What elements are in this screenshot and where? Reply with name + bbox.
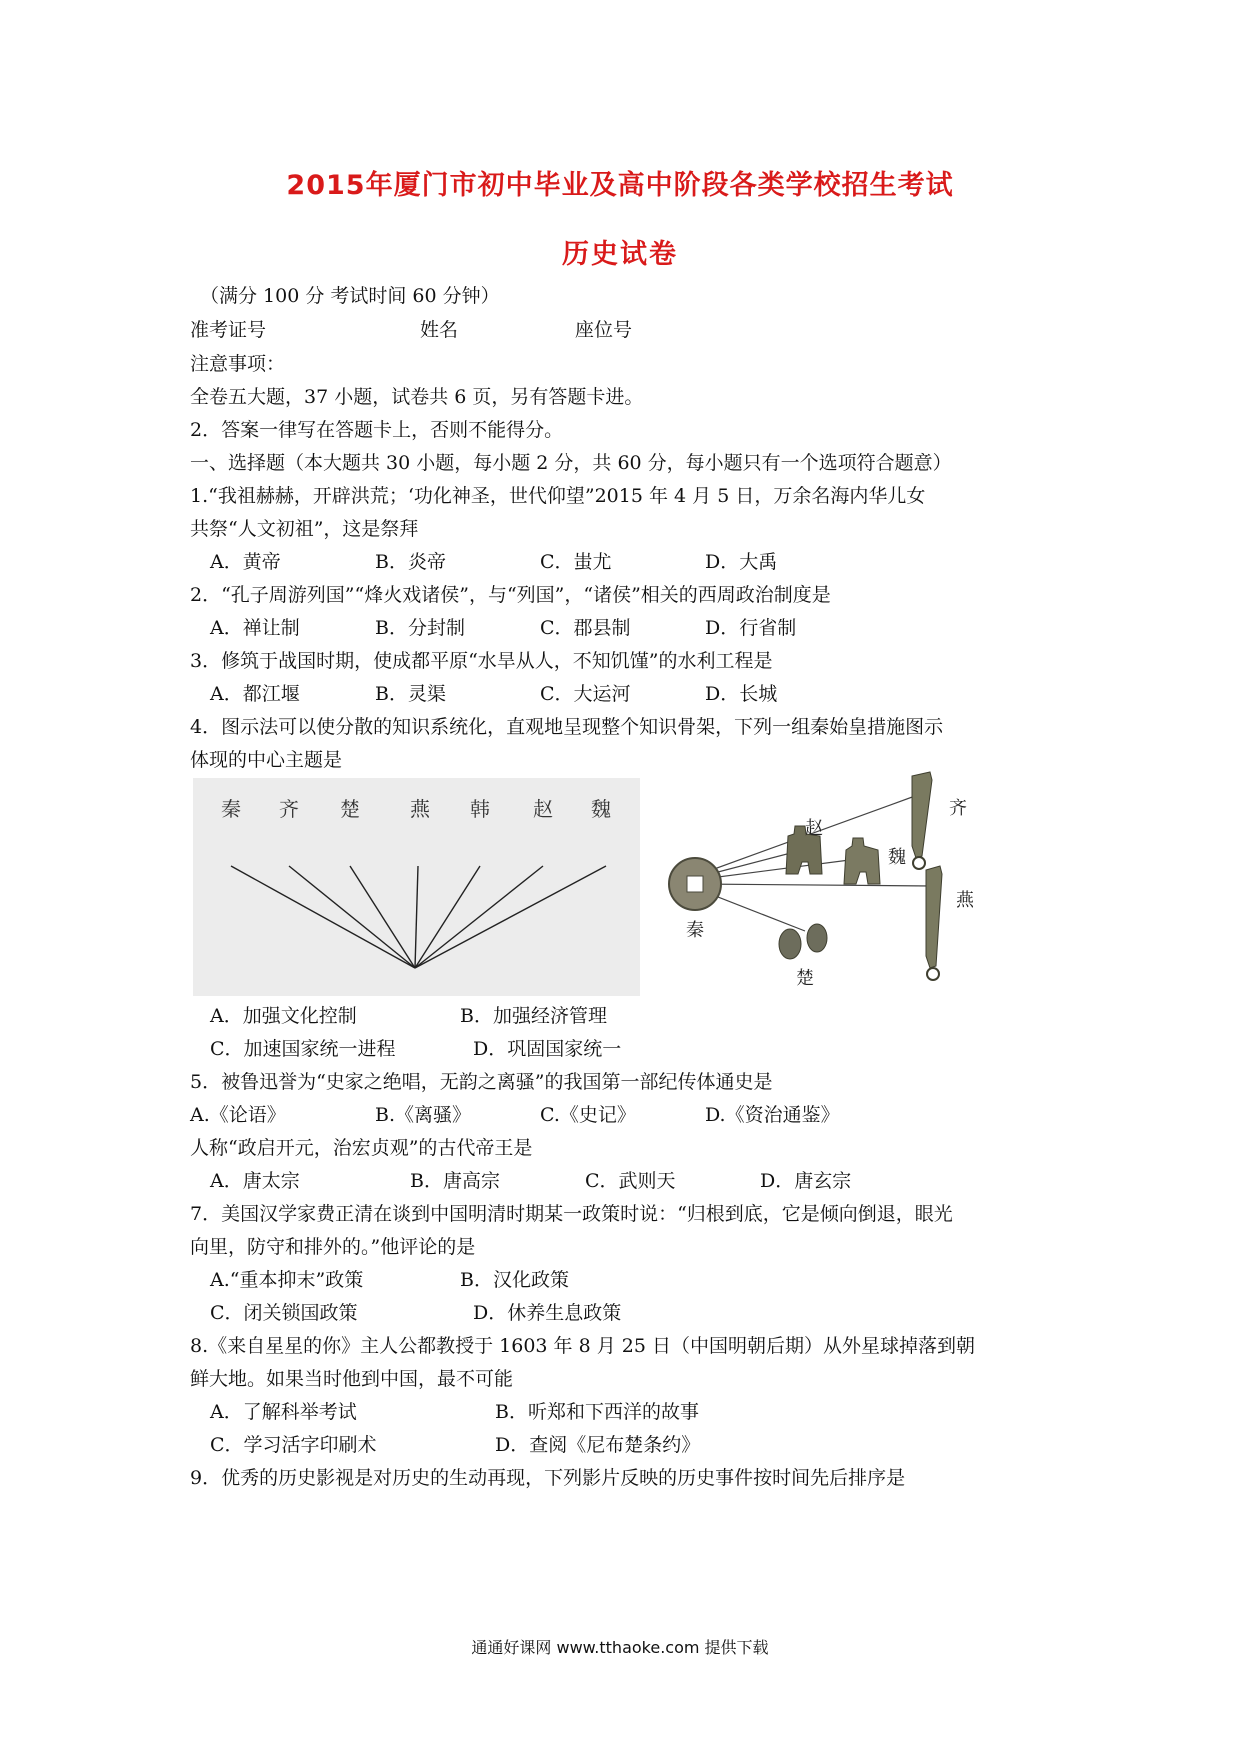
chu-coin-1 [779,929,801,959]
script-unification-figure [193,778,640,996]
question-3-text: 3．修筑于战国时期，使成都平原“水旱从人，不知饥馑”的水利工程是 [190,650,773,672]
option-b: B．汉化政策 [460,1269,569,1291]
option-c: C．学习活字印刷术 [210,1434,377,1456]
question-7-text-cont: 向里，防守和排外的。”他评论的是 [190,1236,476,1258]
coin-unification-figure [650,766,990,998]
state-label-wei: 魏 [591,797,611,821]
notes-heading: 注意事项： [190,353,286,375]
option-c: C．闭关锁国政策 [210,1302,358,1324]
qi-knife-coin [912,772,932,869]
question-6-text: 人称“政启开元，治宏贞观”的古代帝王是 [190,1137,533,1159]
name-label: 姓名 [420,319,459,341]
score-time-info: （满分 100 分 考试时间 60 分钟） [200,285,500,307]
option-b: B．加强经济管理 [460,1005,607,1027]
candidate-number-label: 准考证号 [190,319,267,341]
state-label-chu: 楚 [340,797,360,821]
option-c: C．加速国家统一进程 [210,1038,396,1060]
option-b: B．炎帝 [375,551,446,573]
state-label-qin: 秦 [221,797,241,821]
notes-item-2: 2．答案一律写在答题卡上，否则不能得分。 [190,419,564,441]
option-c: C．蚩尤 [540,551,612,573]
option-d: D．唐玄宗 [760,1170,852,1192]
question-2-text: 2．“孔子周游列国”“烽火戏诸侯”，与“列国”，“诸侯”相关的西周政治制度是 [190,584,831,606]
option-a: A．黄帝 [210,551,281,573]
coin-label-zhao: 赵 [805,818,823,839]
question-5-text: 5．被鲁迅誉为“史家之绝唱，无韵之离骚”的我国第一部纪传体通史是 [190,1071,773,1093]
script-lines-diagram [193,778,640,996]
coin-label-qi: 齐 [949,798,967,819]
option-d: D．大禹 [705,551,778,573]
coin-label-chu: 楚 [796,968,814,989]
option-a: A.《论语》 [190,1104,286,1126]
seat-number-label: 座位号 [575,319,633,341]
option-b: B．唐高宗 [410,1170,500,1192]
option-a: A.“重本抑末”政策 [210,1269,364,1291]
question-9-text: 9．优秀的历史影视是对历史的生动再现，下列影片反映的历史事件按时间先后排序是 [190,1467,906,1489]
coin-label-yan: 燕 [956,890,974,911]
option-d: D.《资治通鉴》 [705,1104,840,1126]
option-a: A．唐太宗 [210,1170,300,1192]
option-c: C．大运河 [540,683,631,705]
option-c: C．武则天 [585,1170,676,1192]
option-d: D．行省制 [705,617,797,639]
state-label-qi: 齐 [279,797,299,821]
exam-subtitle: 历史试卷 [562,239,678,270]
option-a: A．加强文化控制 [210,1005,357,1027]
option-c: C．郡县制 [540,617,631,639]
option-b: B．听郑和下西洋的故事 [495,1401,699,1423]
question-1-text: 1.“我祖赫赫，开辟洪荒；‘功化神圣，世代仰望”2015 年 4 月 5 日，万余名海内华儿女 [190,485,926,507]
option-d: D．巩固国家统一 [473,1038,622,1060]
question-8-text-cont: 鲜大地。如果当时他到中国，最不可能 [190,1368,514,1390]
coin-label-wei: 魏 [888,847,906,868]
option-a: A．禅让制 [210,617,300,639]
notes-item-1: 全卷五大题，37 小题，试卷共 6 页，另有答题卡进。 [190,386,644,408]
question-1-text-cont: 共祭“人文初祖”，这是祭拜 [190,518,419,540]
question-4-text: 4．图示法可以使分散的知识系统化，直观地呈现整个知识骨架，下列一组秦始皇措施图示 [190,716,944,738]
option-d: D．长城 [705,683,778,705]
state-label-yan: 燕 [410,797,430,821]
option-b: B.《离骚》 [375,1104,472,1126]
section-1-heading: 一、选择题（本大题共 30 小题，每小题 2 分，共 60 分，每小题只有一个选项符合题意） [190,452,952,474]
chu-coin-2 [807,924,827,952]
option-a: A．了解科举考试 [210,1401,357,1423]
state-label-han: 韩 [470,797,490,821]
yan-knife-coin [926,866,942,980]
option-d: D．休养生息政策 [473,1302,622,1324]
option-b: B．分封制 [375,617,465,639]
question-4-text-cont: 体现的中心主题是 [190,749,343,771]
option-a: A．都江堰 [210,683,300,705]
option-b: B．灵渠 [375,683,446,705]
page-footer: 通通好课网 www.tthaoke.com 提供下载 [471,1638,769,1657]
question-8-text: 8.《来自星星的你》主人公都教授于 1603 年 8 月 25 日（中国明朝后期）从外星球掉落到朝 [190,1335,975,1357]
exam-title: 2015年厦门市初中毕业及高中阶段各类学校招生考试 [286,170,954,201]
state-label-zhao: 赵 [533,797,553,821]
question-7-text: 7．美国汉学家费正清在谈到中国明清时期某一政策时说：“归根到底，它是倾向倒退，眼光 [190,1203,953,1225]
coins-diagram [650,766,990,998]
coin-label-qin: 秦 [686,920,704,941]
option-c: C.《史记》 [540,1104,636,1126]
option-d: D．查阅《尼布楚条约》 [495,1434,701,1456]
wei-spade-coin [844,838,880,884]
